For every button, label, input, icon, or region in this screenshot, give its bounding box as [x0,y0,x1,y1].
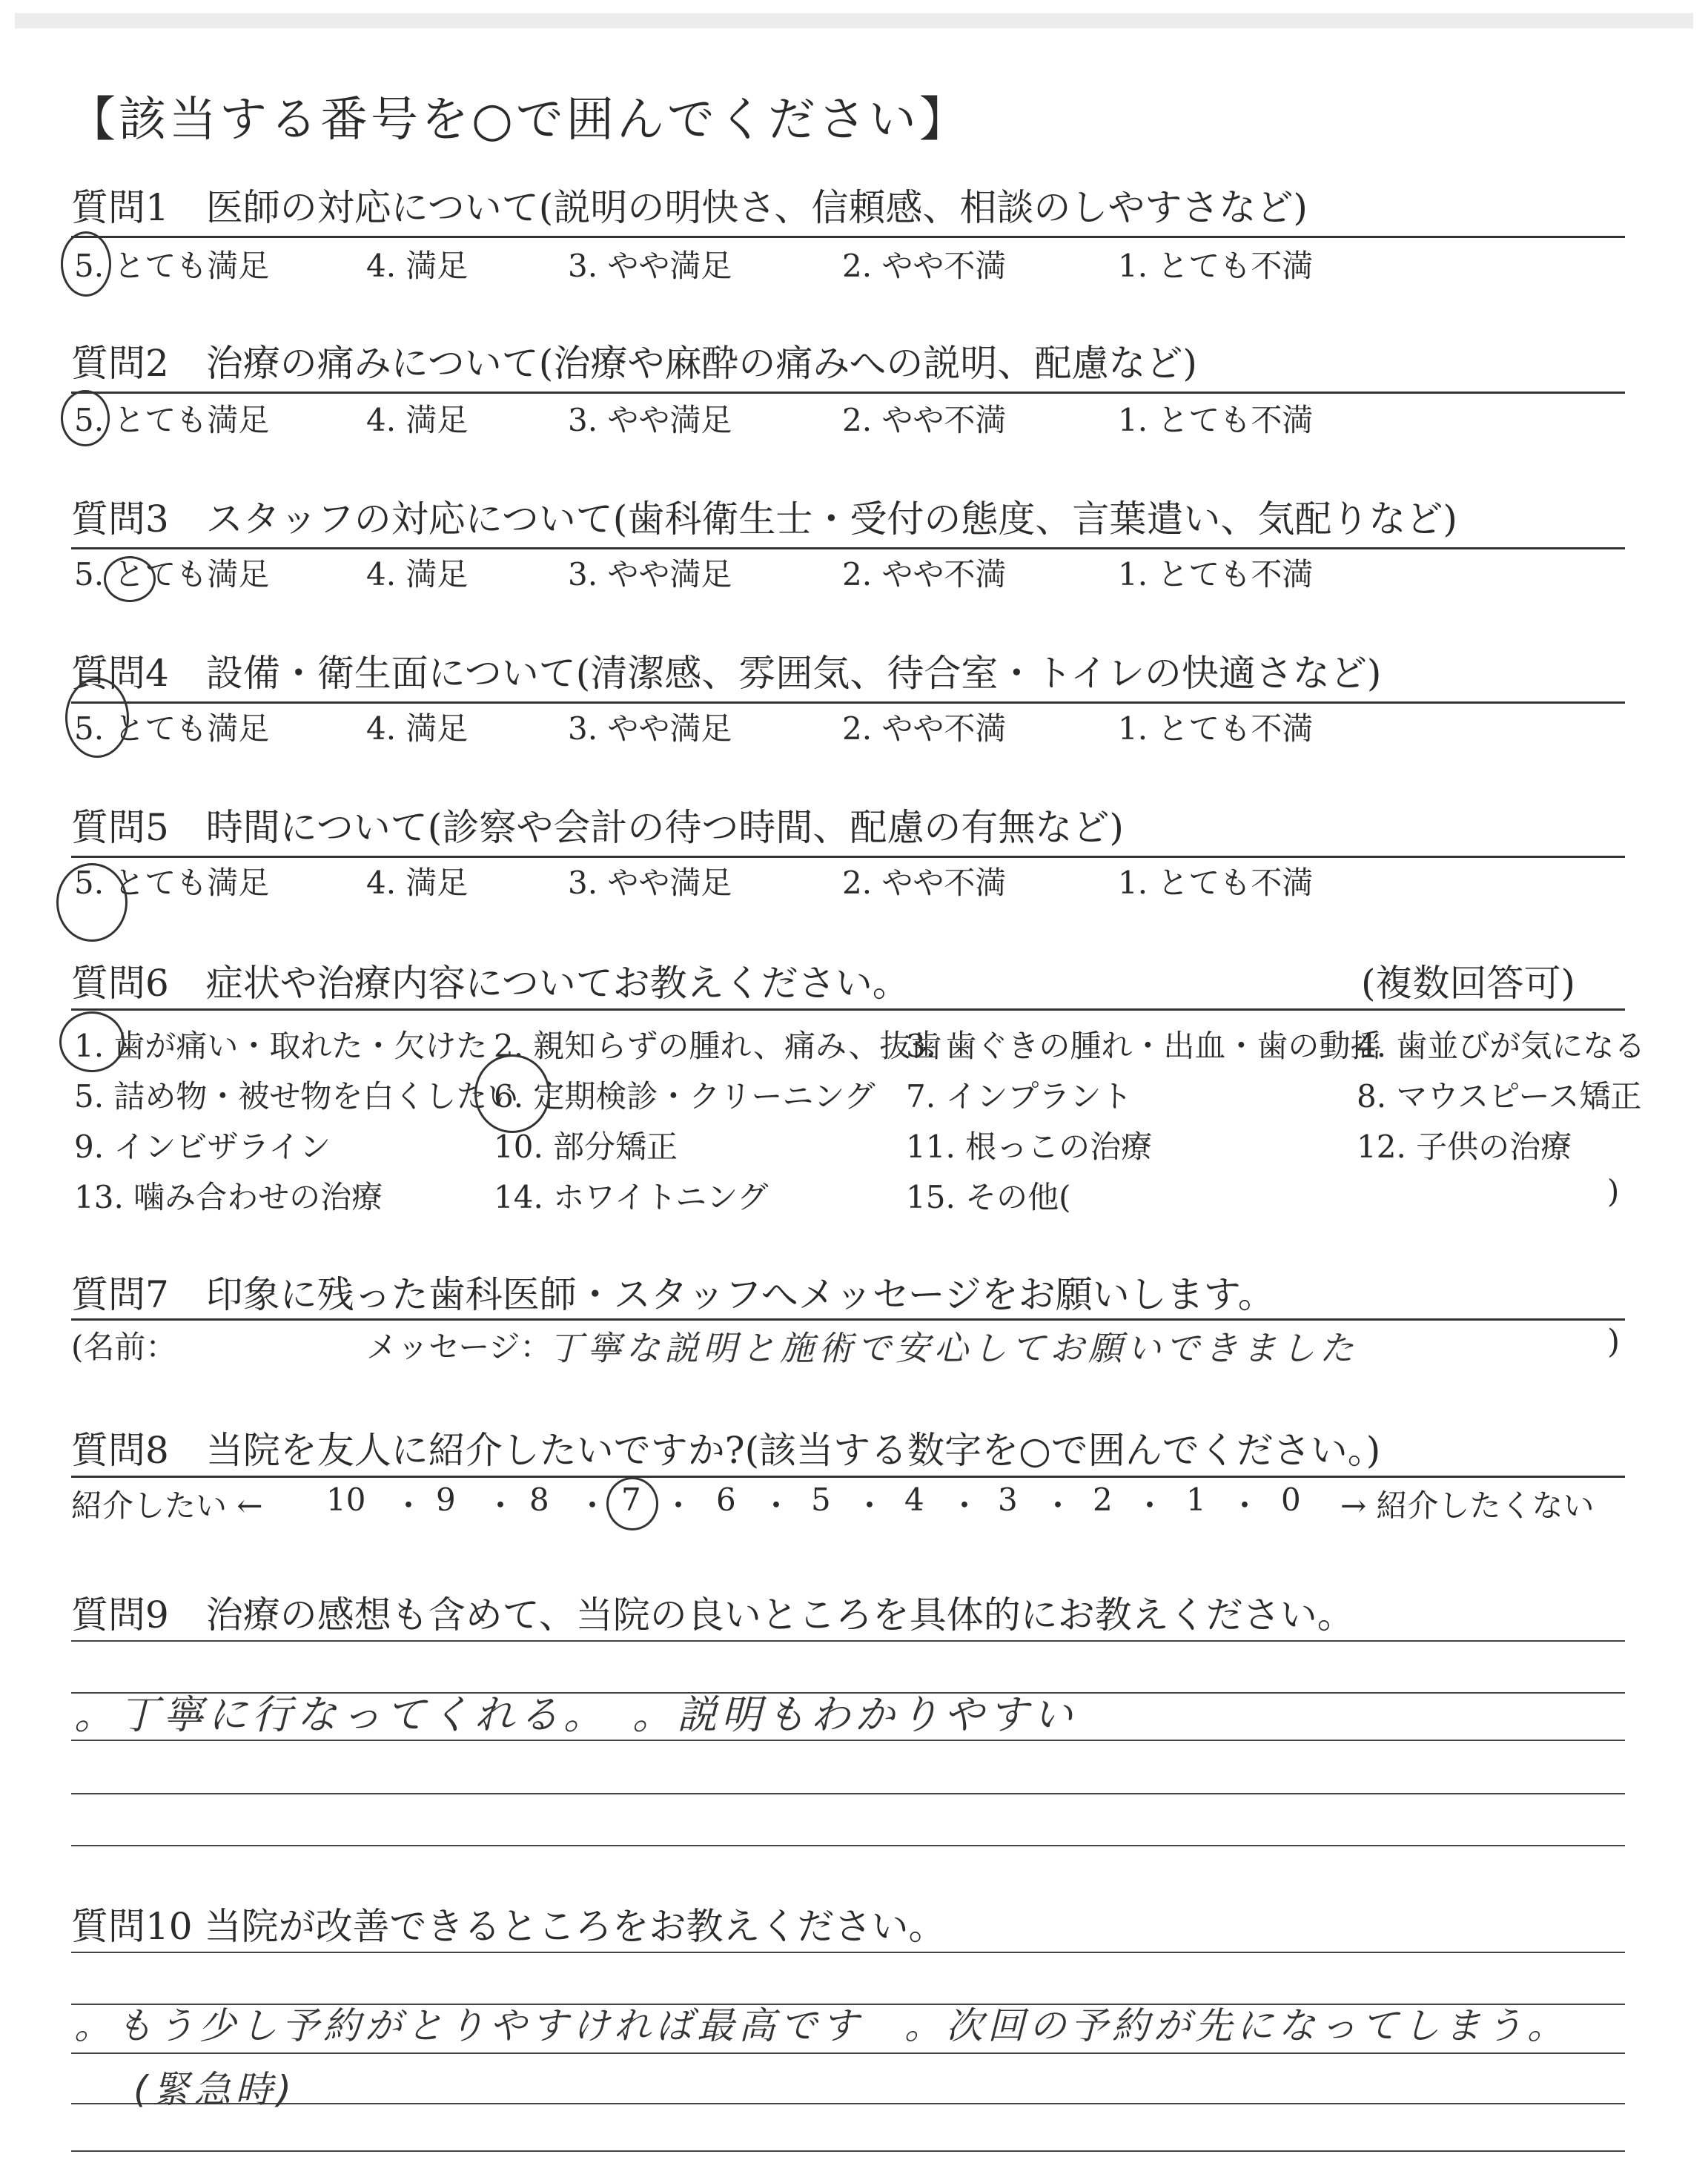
q4-option-3[interactable]: 3. やや満足 [568,710,732,747]
q8-scale-sep: ・ [485,1487,517,1524]
q6-option-1[interactable]: 1. 歯が痛い・取れた・欠けた [74,1028,488,1064]
q5-option-1[interactable]: 1. とても不満 [1118,865,1314,901]
q4-selection-circle [65,678,129,758]
q7-close-paren: ) [1607,1323,1621,1361]
q8-selection-circle [606,1477,658,1530]
question-6-rule [71,1008,1625,1011]
question-9: 質問9 治療の感想も含めて、当院の良いところを具体的にお教えください。 [71,1593,1354,1636]
q8-scale-6[interactable]: 6 [716,1482,736,1518]
q2-option-3[interactable]: 3. やや満足 [568,402,732,438]
q8-left-label: 紹介したい ← [71,1487,263,1524]
q10-handwritten-answer-line-2[interactable]: (緊急時) [133,2068,297,2111]
q8-scale-3[interactable]: 3 [998,1482,1018,1518]
q8-scale-sep: ・ [949,1487,981,1524]
q7-handwritten-message[interactable]: 丁寧な説明と施術で安心してお願いできました [549,1328,1358,1368]
q8-scale-10[interactable]: 10 [326,1482,366,1518]
q8-scale-sep: ・ [1042,1487,1074,1524]
question-5: 質問5 時間について(診察や会計の待つ時間、配慮の有無など) [71,806,1124,849]
q6-option-10[interactable]: 10. 部分矯正 [494,1129,678,1165]
q5-selection-circle [56,863,128,942]
q6-option-9[interactable]: 9. インビザライン [74,1129,331,1165]
question-8: 質問8 当院を友人に紹介したいですか?(該当する数字を○で囲んでください。) [71,1429,1381,1472]
q6-option-15[interactable]: 15. その他( [906,1179,1071,1215]
q8-scale-9[interactable]: 9 [436,1482,456,1518]
question-4: 質問4 設備・衛生面について(清潔感、雰囲気、待合室・トイレの快適さなど) [71,652,1382,695]
question-4-rule [71,701,1625,704]
q1-option-3[interactable]: 3. やや満足 [568,248,732,284]
q3-option-3[interactable]: 3. やや満足 [568,556,732,592]
q9-answer-line [71,1640,1625,1642]
q1-option-2[interactable]: 2. やや不満 [842,248,1007,284]
q6-option-12[interactable]: 12. 子供の治療 [1357,1129,1572,1165]
q6-option-5[interactable]: 5. 詰め物・被せ物を白くしたい [74,1078,519,1114]
q6-option-15-close-paren: ) [1607,1173,1620,1209]
q2-option-1[interactable]: 1. とても不満 [1118,402,1314,438]
question-8-rule [71,1476,1625,1478]
question-7-rule [71,1318,1625,1321]
q6-multi-answer-note: (複数回答可) [1361,962,1576,1005]
q6-option-13[interactable]: 13. 噛み合わせの治療 [74,1179,383,1215]
q3-option-4[interactable]: 4. 満足 [366,556,469,592]
q10-answer-line [71,2052,1625,2054]
q3-selection-circle [104,556,156,602]
q3-option-5[interactable]: 5. とても満足 [74,556,270,592]
q8-scale-sep: ・ [393,1487,425,1524]
q5-option-2[interactable]: 2. やや不満 [842,865,1007,901]
scan-top-band [15,13,1693,28]
q2-option-2[interactable]: 2. やや不満 [842,402,1007,438]
q8-scale-4[interactable]: 4 [904,1482,924,1518]
q1-option-4[interactable]: 4. 満足 [366,248,469,284]
q6-option-6[interactable]: 6. 定期検診・クリーニング [494,1078,875,1114]
q6-option-11[interactable]: 11. 根っこの治療 [906,1129,1153,1165]
q1-option-1[interactable]: 1. とても不満 [1118,248,1314,284]
q6-option-8[interactable]: 8. マウスピース矯正 [1357,1078,1642,1114]
q9-handwritten-answer[interactable]: 。丁寧に行なってくれる。 。説明もわかりやすい [74,1691,1077,1738]
question-10: 質問10 当院が改善できるところをお教えください。 [71,1905,946,1948]
q4-option-2[interactable]: 2. やや不満 [842,710,1007,747]
q10-handwritten-answer-line-1[interactable]: 。もう少し予約がとりやすければ最高です 。次回の予約が先になってしまう。 [74,2004,1569,2047]
q6-option-4[interactable]: 4. 歯並びが気になる [1357,1028,1646,1064]
q6-option-3[interactable]: 3. 歯ぐきの腫れ・出血・歯の動揺 [906,1028,1382,1064]
question-2: 質問2 治療の痛みについて(治療や麻酔の痛みへの説明、配慮など) [71,342,1197,385]
q8-right-label: → 紹介したくない [1340,1487,1595,1524]
q10-answer-line [71,2150,1625,2152]
question-5-rule [71,856,1625,858]
q2-option-4[interactable]: 4. 満足 [366,402,469,438]
q4-option-5[interactable]: 5. とても満足 [74,710,270,747]
question-2-rule [71,392,1625,394]
q8-scale-0[interactable]: 0 [1281,1482,1301,1518]
q8-scale-sep: ・ [761,1487,792,1524]
q8-scale-2[interactable]: 2 [1093,1482,1113,1518]
question-3: 質問3 スタッフの対応について(歯科衛生士・受付の態度、言葉遣い、気配りなど) [71,498,1457,541]
q8-scale-sep: ・ [1229,1487,1261,1524]
q9-answer-line [71,1793,1625,1794]
q8-scale-5[interactable]: 5 [811,1482,831,1518]
q5-option-3[interactable]: 3. やや満足 [568,865,732,901]
q6-option-1-selection-circle [59,1011,125,1072]
q7-message-label: メッセージ： [366,1329,552,1365]
q7-name-label: (名前： [71,1329,177,1365]
q2-selection-circle [61,390,110,446]
q6-option-14[interactable]: 14. ホワイトニング [494,1179,769,1215]
question-1-rule [71,236,1625,238]
question-1: 質問1 医師の対応について(説明の明快さ、信頼感、相談のしやすさなど) [71,186,1308,229]
q8-scale-7[interactable]: 7 [621,1482,641,1518]
q8-scale-sep: ・ [577,1487,609,1524]
q8-scale-sep: ・ [854,1487,886,1524]
q10-answer-line [71,2103,1625,2104]
q4-option-1[interactable]: 1. とても不満 [1118,710,1314,747]
q5-option-4[interactable]: 4. 満足 [366,865,469,901]
question-6: 質問6 症状や治療内容についてお教えください。 [71,962,910,1005]
q1-selection-circle [61,231,111,297]
q1-option-5[interactable]: 5. とても満足 [74,248,270,284]
q8-scale-8[interactable]: 8 [529,1482,549,1518]
q8-scale-sep: ・ [663,1487,695,1524]
q6-option-2[interactable]: 2. 親知らずの腫れ、痛み、抜歯 [494,1028,942,1064]
q4-option-4[interactable]: 4. 満足 [366,710,469,747]
page-title: 【該当する番号を○で囲んでください】 [68,93,970,148]
q6-option-6-selection-circle [474,1054,550,1133]
q9-answer-line [71,1845,1625,1846]
q6-option-7[interactable]: 7. インプラント [906,1078,1133,1114]
q3-option-2[interactable]: 2. やや不満 [842,556,1007,592]
q5-option-5[interactable]: 5. とても満足 [74,865,270,901]
q2-option-5[interactable]: 5. とても満足 [74,402,270,438]
question-7: 質問7 印象に残った歯科医師・スタッフへメッセージをお願いします。 [71,1273,1275,1316]
q8-scale-sep: ・ [1134,1487,1166,1524]
q10-answer-line [71,1952,1625,1953]
q8-scale-1[interactable]: 1 [1186,1482,1206,1518]
q3-option-1[interactable]: 1. とても不満 [1118,556,1314,592]
question-3-rule [71,547,1625,549]
